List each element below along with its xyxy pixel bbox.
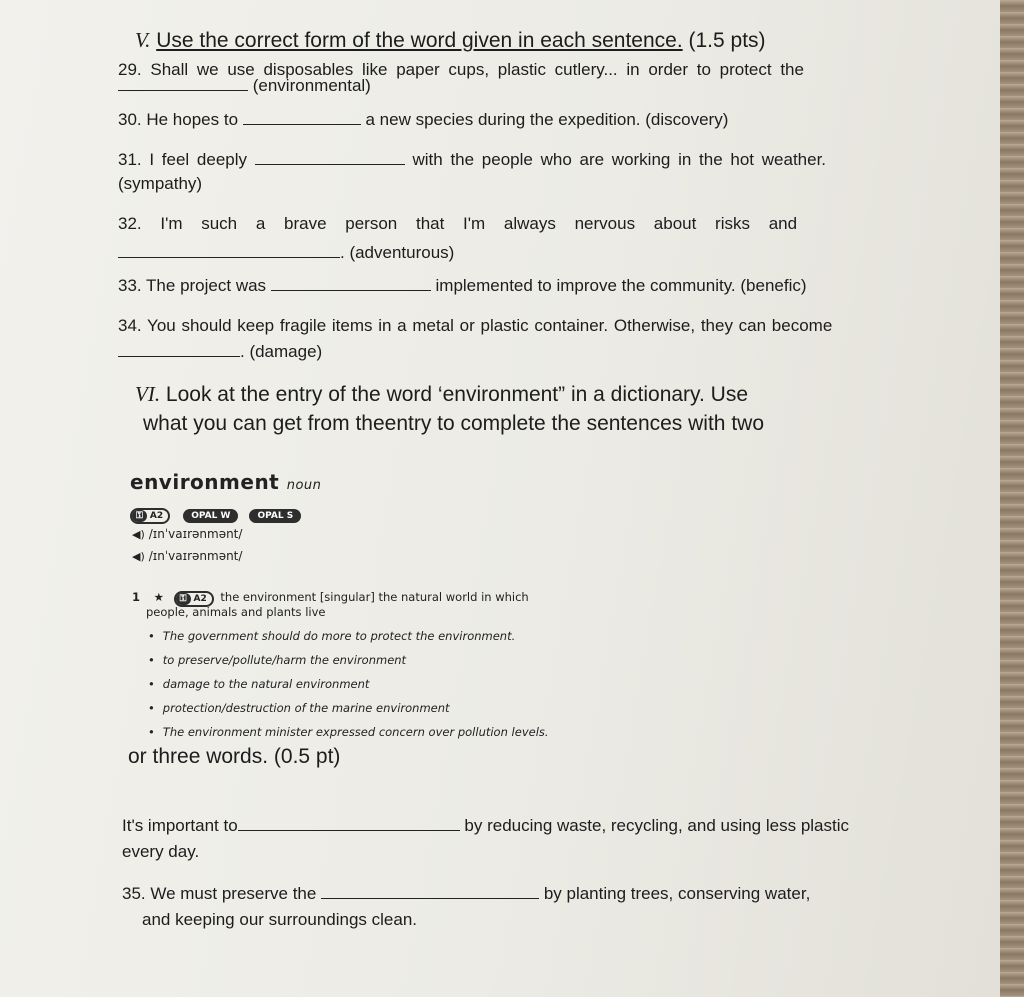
q29-hint: (environmental)	[252, 76, 371, 95]
q29-line2	[118, 76, 371, 96]
qA-after: by reducing waste, recycling, and using less plastic	[464, 816, 850, 835]
dict-headword: environment	[130, 470, 280, 494]
q33-after: implemented to improve the community. (benefic)	[435, 276, 807, 295]
star-icon: ★	[153, 590, 164, 604]
q35-before: 35. We must preserve the	[122, 884, 317, 903]
q31	[118, 150, 826, 170]
dict-pron-2: ◀︎) /ɪnˈvaɪrənmənt/	[132, 549, 243, 563]
qA-line2: every day.	[122, 842, 200, 861]
q34-text: 34. You should keep fragile items in a metal or plastic container. Otherwise, they can become	[118, 316, 833, 335]
dict-badges	[130, 503, 307, 524]
dict-example: • The environment minister expressed concern over pollution levels.	[148, 725, 549, 739]
q35-line2: and keeping our surroundings clean.	[142, 910, 418, 929]
dict-example: • The government should do more to protect the environment.	[148, 629, 515, 643]
q35-after: by planting trees, conserving water,	[543, 884, 811, 903]
dict-pos: noun	[286, 478, 322, 493]
q30-before: 30. He hopes to	[118, 110, 239, 129]
section-6-numeral: VI.	[135, 382, 161, 406]
section-6-line2: what you can get from theentry to complete the sentences with two	[143, 412, 764, 435]
key-icon: ⚿	[132, 510, 147, 522]
q33-answer-blank[interactable]	[271, 276, 431, 291]
q34-line2	[118, 342, 322, 362]
q34-answer-blank[interactable]	[118, 342, 240, 357]
q31-answer-blank[interactable]	[255, 150, 405, 165]
q33-before: 33. The project was	[118, 276, 267, 295]
q35-answer-blank[interactable]	[321, 884, 539, 899]
q35	[122, 884, 810, 904]
q29-text: 29. Shall we use disposables like paper cups, plastic cutlery... in order to protect the	[118, 60, 804, 79]
q30-after: a new species during the expedition. (discovery)	[365, 110, 729, 129]
dict-example: • damage to the natural environment	[148, 677, 369, 691]
qA-before: It's important to	[122, 816, 238, 835]
qA-answer-blank[interactable]	[238, 816, 460, 831]
dict-example: • to preserve/pollute/harm the environment	[148, 653, 406, 667]
dict-opal-w-badge: OPAL W	[183, 509, 238, 523]
speaker-icon[interactable]: ◀︎)	[132, 550, 145, 563]
dict-definition-line1: the environment [singular] the natural world in which	[220, 590, 529, 604]
qA	[122, 816, 849, 836]
q32-text: 32. I'm such a brave person that I'm always nervous about risks and	[118, 214, 798, 233]
q32-hint: . (adventurous)	[340, 243, 455, 262]
section-5-points: (1.5 pts)	[688, 29, 766, 52]
q31-hint: (sympathy)	[118, 174, 203, 193]
dict-pron-1: ◀︎) /ɪnˈvaɪrənmənt/	[132, 527, 243, 541]
q29-answer-blank[interactable]	[118, 76, 248, 91]
page-edge-background	[1000, 0, 1024, 997]
section-6-line1	[135, 382, 748, 407]
section-5-numeral: V.	[135, 28, 151, 52]
speaker-icon[interactable]: ◀︎)	[132, 528, 145, 541]
section-5-heading	[135, 28, 766, 53]
q31-before: 31. I feel deeply	[118, 150, 248, 169]
q32-answer-blank[interactable]	[118, 243, 340, 258]
q34-hint: . (damage)	[240, 342, 323, 361]
dict-opal-s-badge: OPAL S	[249, 509, 301, 523]
dict-sense-level: ⚿ A2	[174, 591, 214, 607]
q30-answer-blank[interactable]	[243, 110, 361, 125]
q30	[118, 110, 728, 130]
dict-sense-number: 1	[132, 590, 141, 604]
dict-definition-line2: people, animals and plants live	[146, 605, 326, 619]
section-6-text1: Look at the entry of the word ‘environment” in a dictionary. Use	[165, 383, 748, 406]
section-6-line3: or three words. (0.5 pt)	[128, 745, 341, 768]
q32-line2	[118, 243, 454, 263]
key-icon: ⚿	[176, 593, 191, 605]
q33	[118, 276, 807, 296]
q31-after: with the people who are working in the hot weather.	[412, 150, 827, 169]
dict-example: • protection/destruction of the marine environment	[148, 701, 450, 715]
dict-level-badge: ⚿ A2	[130, 508, 170, 524]
dict-entry-header	[130, 470, 321, 494]
section-5-title: Use the correct form of the word given in each sentence.	[156, 29, 683, 52]
